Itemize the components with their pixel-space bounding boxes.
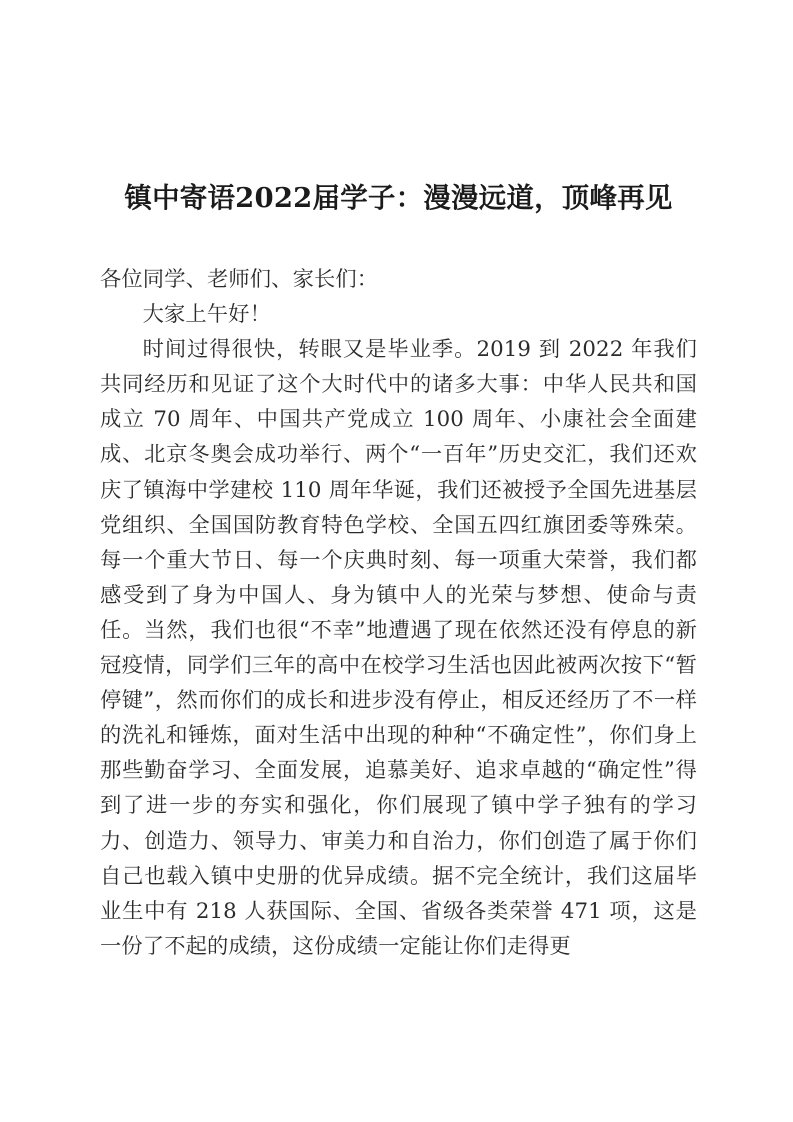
paragraph-salutation: 各位同学、老师们、家长们： xyxy=(100,267,379,292)
paragraph-greeting: 大家上午好！ xyxy=(142,302,271,328)
page-title: 镇中寄语2022届学子：漫漫远道，顶峰再见 xyxy=(124,182,673,214)
document-body xyxy=(100,262,697,964)
paragraph-body-1: 时间过得很快，转眼又是毕业季。2019 到 2022 年我们共同经历和见证了这个大时代中的诸多大事：中华人民共和国成立 70 周年、中国共产党成立 100 周年、小康社会全面建成、北京冬奥会成功举行、两个“一百年”历史交汇，我们还欢庆了镇海中学建校 110 周年华诞，我们还被授予全国先进基层党组织、全国国防教育特色学校、全国五四红旗团委等殊荣。每一个重大节日、每一个庆典时刻、每一项重大荣誉，我们都感受到了身为中国人、身为镇中人的光荣与梦想、使命与责任。当然，我们也很“不幸”地遭遇了现在依然还没有停息的新冠疫情，同学们三年的高中在校学习生活也因此被两次按下“暂停键”，然而你们的成长和进步没有停止，相反还经历了不一样的洗礼和锤炼，面对生活中出现的种种“不确定性”，你们身上那些勤奋学习、全面发展，追慕美好、追求卓越的“确定性”得到了进一步的夯实和强化，你们展现了镇中学子独有的学习力、创造力、领导力、审美力和自治力，你们创造了属于你们自己也载入镇中史册的优异成绩。据不完全统计，我们这届毕业生中有 218 人获国际、全国、省级各类荣誉 471 项，这是一份了不起的成绩，这份成绩一定能让你们走得更 xyxy=(100,337,697,959)
